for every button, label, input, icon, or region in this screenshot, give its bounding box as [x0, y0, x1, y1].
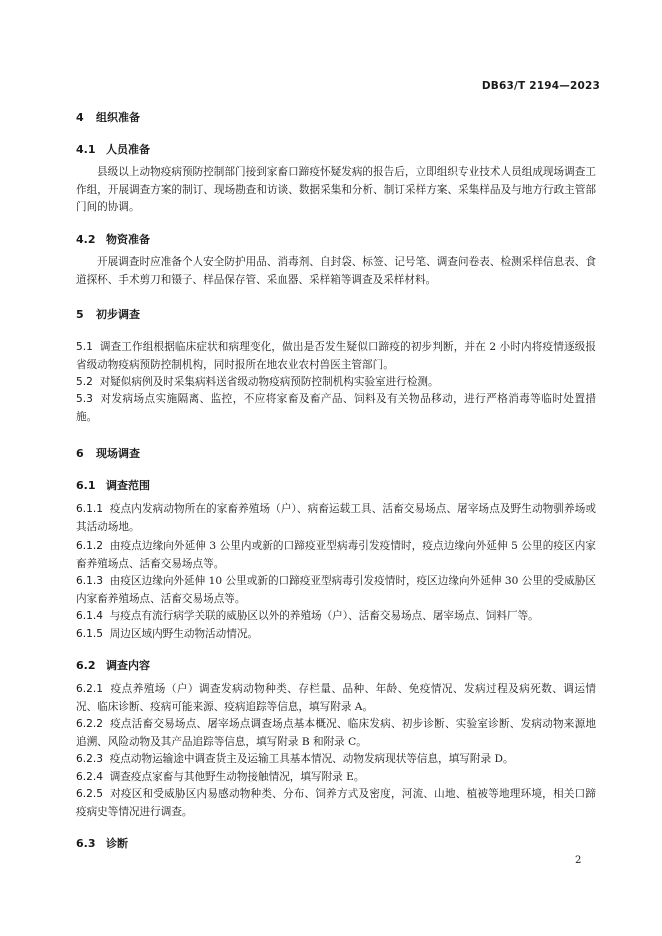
section-number: 5 — [76, 308, 84, 321]
clause-number: 6.2.2 — [76, 718, 103, 730]
section-title: 调查范围 — [106, 479, 150, 492]
clause-number: 6.2.5 — [76, 788, 103, 800]
clause-6-1-3 — [76, 573, 596, 608]
section-4-2-text: 开展调查时应准备个人安全防护用品、消毒剂、自封袋、标签、记号笔、调查问卷表、检测采样信息表、食道探杯、手术剪刀和镊子、样品保存管、采血器、采样箱等调查及采样材料。 — [76, 256, 596, 286]
clause-6-1-1 — [76, 501, 596, 536]
clause-6-1-2 — [76, 538, 596, 573]
clause-number: 6.2.3 — [76, 753, 103, 765]
clause-number: 6.1.5 — [76, 628, 103, 640]
clause-text: 对发病场点实施隔离、监控，不应将家畜及畜产品、饲料及有关物品移动，进行严格消毒等临时处置措施。 — [76, 393, 596, 423]
clause-number: 5.2 — [76, 376, 93, 388]
clause-6-2-1 — [76, 681, 596, 716]
clause-text: 对疫区和受威胁区内易感动物种类、分布、饲养方式及密度，河流、山地、植被等地理环境，相关口蹄疫病史等情况进行调查。 — [76, 788, 596, 818]
clause-text: 疫点内发病动物所在的家畜养殖场（户）、病畜运载工具、活畜交易场点、屠宰场点及野生动物驯养场或其活动场地。 — [76, 503, 596, 533]
section-6-1-heading — [76, 477, 150, 493]
section-5-heading — [76, 306, 140, 322]
clause-number: 5.1 — [76, 341, 93, 353]
clause-text: 对疑似病例及时采集病料送省级动物疫病预防控制机构实验室进行检测。 — [99, 376, 439, 388]
page-number: 2 — [575, 855, 582, 866]
section-number: 4.1 — [76, 143, 96, 156]
section-number: 4.2 — [76, 233, 96, 246]
section-number: 4 — [76, 111, 84, 124]
section-number: 6 — [76, 447, 84, 460]
clause-number: 6.1.2 — [76, 540, 103, 552]
clause-text: 调查疫点家畜与其他野生动物接触情况，填写附录 E。 — [109, 771, 365, 783]
section-title: 诊断 — [106, 837, 128, 850]
clause-number: 6.1.4 — [76, 610, 103, 622]
section-title: 物资准备 — [106, 233, 150, 246]
clause-6-2-3 — [76, 751, 596, 769]
clause-5-1 — [76, 339, 596, 374]
section-4-2-heading — [76, 231, 150, 247]
clause-6-1-5 — [76, 626, 596, 644]
section-title: 组织准备 — [96, 111, 140, 124]
clause-text: 调查工作组根据临床症状和病理变化，做出是否发生疑似口蹄疫的初步判断，并在 2 小时内将疫情逐级报省级动物疫病预防控制机构，同时报所在地农业农村兽医主管部门。 — [76, 341, 596, 371]
clause-text: 由疫区边缘向外延伸 10 公里或新的口蹄疫亚型病毒引发疫情时，疫区边缘向外延伸 30 公里的受威胁区内家畜养殖场点、活畜交易场点等。 — [76, 575, 596, 605]
clause-text: 由疫点边缘向外延伸 3 公里内或新的口蹄疫亚型病毒引发疫情时，疫点边缘向外延伸 5 公里的疫区内家畜养殖场点、活畜交易场点等。 — [76, 540, 596, 570]
section-4-1-heading — [76, 141, 150, 157]
section-6-heading — [76, 445, 140, 461]
clause-text: 周边区域内野生动物活动情况。 — [109, 628, 259, 640]
clause-number: 6.1.1 — [76, 503, 103, 515]
clause-5-2 — [76, 374, 596, 392]
section-title: 人员准备 — [106, 143, 150, 156]
clause-text: 疫点动物运输途中调查货主及运输工具基本情况、动物发病现状等信息，填写附录 D。 — [109, 753, 514, 765]
standard-code: DB63/T 2194—2023 — [481, 80, 600, 92]
clause-number: 5.3 — [76, 393, 93, 405]
section-title: 调查内容 — [106, 659, 150, 672]
clause-6-2-5 — [76, 786, 596, 821]
section-number: 6.1 — [76, 479, 96, 492]
clause-6-2-2 — [76, 716, 596, 751]
clause-number: 6.2.1 — [76, 683, 103, 695]
clause-6-2-4 — [76, 769, 596, 787]
clause-6-1-4 — [76, 608, 596, 626]
section-number: 6.2 — [76, 659, 96, 672]
section-number: 6.3 — [76, 837, 96, 850]
clause-5-3 — [76, 391, 596, 426]
section-4-1-text: 县级以上动物疫病预防控制部门接到家畜口蹄疫怀疑发病的报告后，立即组织专业技术人员组成现场调查工作组，开展调查方案的制订、现场勘查和访谈、数据采集和分析、制订采样方案、采集样品及与地方行政主管部门间的协调。 — [76, 166, 596, 213]
section-title: 初步调查 — [96, 308, 140, 321]
section-4-heading — [76, 109, 140, 125]
clause-text: 疫点活畜交易场点、屠宰场点调查场点基本概况、临床发病、初步诊断、实验室诊断、发病动物来源地追溯、风险动物及其产品追踪等信息，填写附录 B 和附录 C。 — [76, 718, 596, 748]
clause-text: 疫点养殖场（户）调查发病动物种类、存栏量、品种、年龄、免疫情况、发病过程及病死数、调运情况、临床诊断、疫病可能来源、疫病追踪等信息，填写附录 A。 — [76, 683, 596, 713]
section-6-3-heading — [76, 835, 128, 851]
section-6-2-heading — [76, 657, 150, 673]
clause-number: 6.2.4 — [76, 771, 103, 783]
section-title: 现场调查 — [96, 447, 140, 460]
clause-number: 6.1.3 — [76, 575, 103, 587]
clause-text: 与疫点有流行病学关联的威胁区以外的养殖场（户）、活畜交易场点、屠宰场点、饲料厂等。 — [109, 610, 539, 622]
